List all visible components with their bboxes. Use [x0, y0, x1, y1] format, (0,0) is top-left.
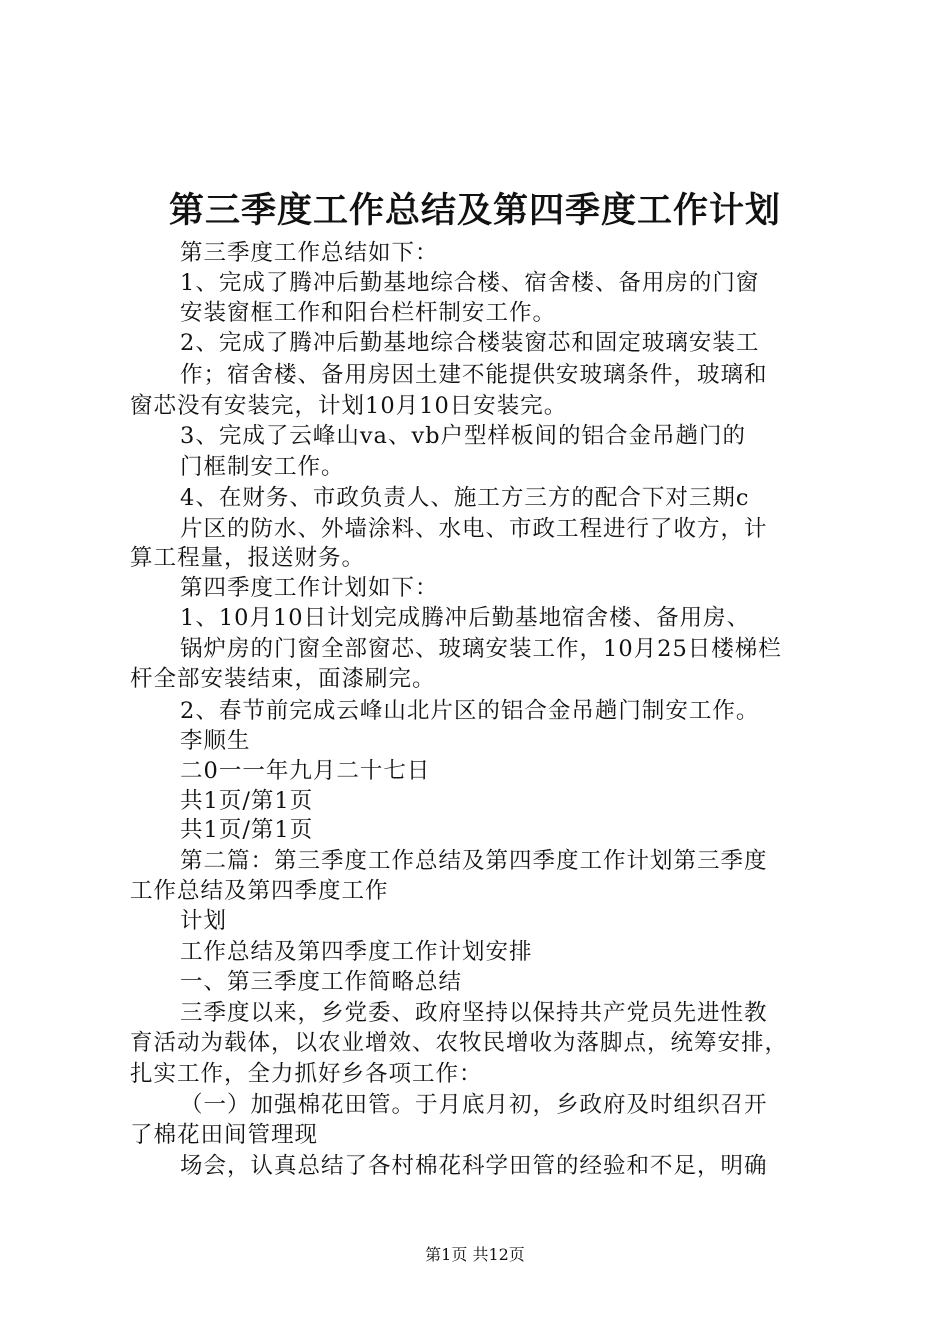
text-line: 场会，认真总结了各村棉花科学田管的经验和不足，明确: [180, 1153, 768, 1179]
text-line: 2、完成了腾冲后勤基地综合楼装窗芯和固定玻璃安装工: [180, 330, 760, 356]
text-line: 工作总结及第四季度工作计划安排: [180, 939, 533, 965]
text-line: 三季度以来，乡党委、政府坚持以保持共产党员先进性教: [180, 1000, 768, 1026]
document-title: 第三季度工作总结及第四季度工作计划: [168, 190, 781, 231]
text-line: 作；宿舍楼、备用房因土建不能提供安玻璃条件，玻璃和: [180, 362, 768, 388]
text-line: 李顺生: [180, 728, 251, 754]
text-line: 共1页/第1页: [180, 817, 314, 843]
text-line: 一、第三季度工作简略总结: [180, 969, 463, 995]
text-line: 计划: [180, 908, 228, 934]
text-line: 共1页/第1页: [180, 788, 314, 814]
text-line: 扎实工作，全力抓好乡各项工作：: [130, 1061, 483, 1087]
text-line: 二0一一年九月二十七日: [180, 758, 431, 784]
text-line: 育活动为载体，以农业增效、农牧民增收为落脚点，统筹安排，: [130, 1030, 789, 1056]
text-line: 片区的防水、外墙涂料、水电、市政工程进行了收方，计: [180, 516, 768, 542]
text-line: 1、完成了腾冲后勤基地综合楼、宿舍楼、备用房的门窗: [180, 270, 760, 296]
text-line: 4、在财务、市政负责人、施工方三方的配合下对三期c: [180, 485, 750, 511]
text-line: 第四季度工作计划如下：: [180, 575, 439, 601]
text-line: 算工程量，报送财务。: [130, 545, 366, 571]
text-line: 2、春节前完成云峰山北片区的铝合金吊趟门制安工作。: [180, 698, 760, 724]
text-line: 第二篇：第三季度工作总结及第四季度工作计划第三季度: [180, 848, 768, 874]
text-line: 锅炉房的门窗全部窗芯、玻璃安装工作，10月25日楼梯栏: [180, 636, 782, 662]
text-line: 第三季度工作总结如下：: [180, 240, 439, 266]
text-line: （一）加强棉花田管。于月底月初，乡政府及时组织召开: [180, 1092, 768, 1118]
text-line: 杆全部安装结束，面漆刷完。: [130, 666, 436, 692]
text-line: 门框制安工作。: [180, 454, 345, 480]
text-line: 工作总结及第四季度工作: [130, 878, 389, 904]
page-footer: 第1页 共12页: [425, 1245, 525, 1264]
text-line: 安装窗框工作和阳台栏杆制安工作。: [180, 300, 557, 326]
text-line: 1、10月10日计划完成腾冲后勤基地宿舍楼、备用房、: [180, 605, 751, 631]
text-line: 了棉花田间管理现: [130, 1122, 319, 1148]
text-line: 3、完成了云峰山va、vb户型样板间的铝合金吊趟门的: [180, 423, 747, 449]
text-line: 窗芯没有安装完，计划10月10日安装完。: [130, 393, 568, 419]
